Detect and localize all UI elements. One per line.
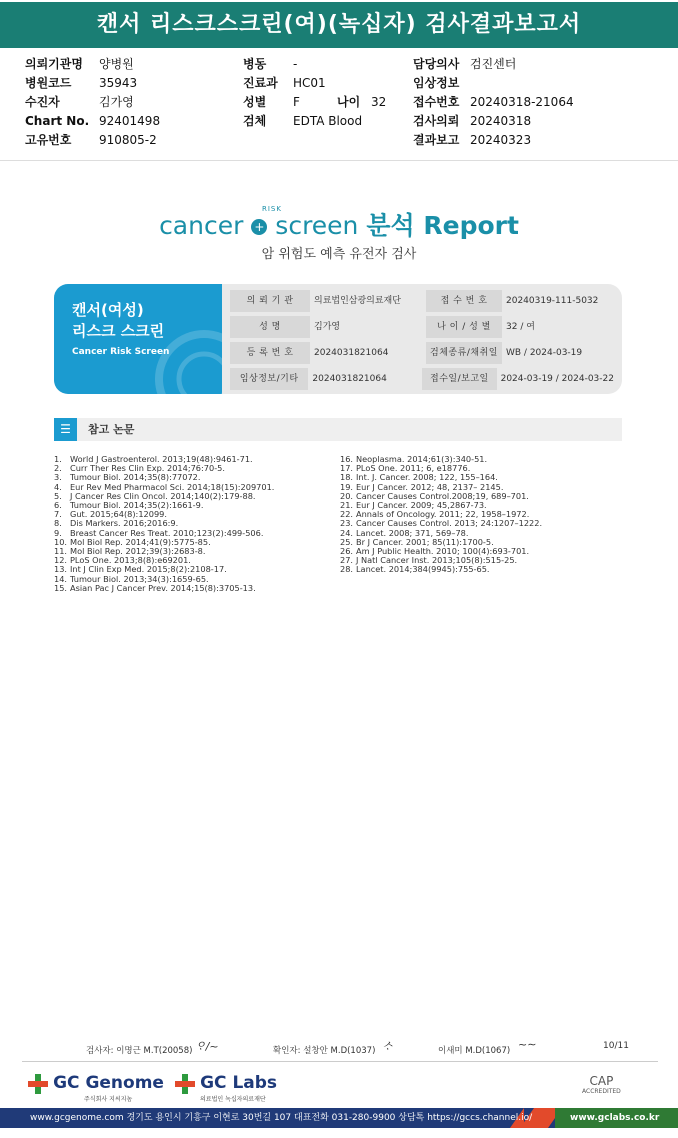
reference-text: J Cancer Res Clin Oncol. 2014;140(2):179-88. — [70, 490, 256, 501]
reference-number: 26. — [340, 546, 354, 557]
reference-number: 11. — [54, 546, 68, 557]
info-card-table — [230, 290, 614, 390]
reference-number: 4. — [54, 481, 62, 492]
info-value: 32 / 여 — [506, 322, 535, 332]
reference-text: Tumour Biol. 2014;35(8):77072. — [70, 472, 201, 483]
field-value: 김가영 — [99, 95, 134, 109]
info-row — [230, 342, 614, 364]
field-value: 검진센터 — [470, 57, 517, 71]
field-value: F — [293, 95, 300, 109]
field-value: HC01 — [293, 76, 326, 90]
footer-divider — [22, 1061, 658, 1062]
field-label: 검사의뢰 — [413, 114, 460, 128]
banner-decoration-icon — [54, 284, 222, 394]
references-col-2 — [340, 455, 542, 575]
info-value: 2024031821064 — [314, 348, 389, 358]
header-divider — [0, 160, 678, 161]
reference-text: Eur J Cancer. 2012; 48, 2137– 2145. — [356, 481, 504, 492]
field-label: 의뢰기관명 — [25, 57, 83, 71]
reference-text: Cancer Causes Control. 2013; 24:1207–1222. — [356, 518, 543, 529]
reference-text: Lancet. 2008; 371, 569–78. — [356, 527, 469, 538]
field-value: 20240318-21064 — [470, 95, 574, 109]
gc-genome-logo — [28, 1073, 164, 1103]
reference-text: Mol Biol Rep. 2012;39(3):2683-8. — [70, 546, 206, 557]
field-label: Chart No. — [25, 114, 90, 128]
info-key: 나 이 / 성 별 — [426, 316, 502, 338]
info-value: 의료법인삼광의료재단 — [314, 296, 401, 306]
logo-screen: screen — [275, 211, 359, 240]
page-subtitle: 암 위험도 예측 유전자 검사 — [261, 247, 417, 262]
reference-number: 27. — [340, 555, 354, 566]
cancer-screen-logo — [0, 206, 678, 242]
reference-text: J Natl Cancer Inst. 2013;105(8):515-25. — [356, 555, 518, 566]
field-label: 진료과 — [243, 76, 278, 90]
reference-number: 7. — [54, 509, 62, 520]
reference-text: Lancet. 2014;384(9945):755-65. — [356, 564, 490, 575]
field-value: - — [293, 57, 298, 71]
header-right — [413, 55, 574, 150]
reference-number: 23. — [340, 518, 354, 529]
reference-item — [340, 565, 542, 574]
reference-number: 15. — [54, 582, 68, 593]
field-label: 성별 — [243, 95, 267, 109]
reference-number: 5. — [54, 490, 62, 501]
info-card-banner — [54, 284, 222, 394]
reference-number: 12. — [54, 555, 68, 566]
reference-number: 24. — [340, 527, 354, 538]
reference-text: PLoS One. 2011; 6, e18776. — [356, 463, 471, 474]
reference-number: 8. — [54, 518, 62, 529]
report-title: 캔서 리스크스크린(여)(녹십자) 검사결과보고서 — [0, 2, 678, 48]
reference-number: 28. — [340, 564, 354, 575]
brand-gc-genome: GC Genome — [53, 1073, 164, 1093]
cap-accredited-logo — [582, 1074, 621, 1095]
tester-signature: 검사자: 이명근 M.T(20058) — [86, 1046, 193, 1056]
gc-cross-icon — [175, 1074, 195, 1094]
banner-title-en: Cancer Risk Screen — [72, 347, 170, 357]
cap-sub-text: ACCREDITED — [582, 1088, 621, 1095]
reference-number: 10. — [54, 536, 68, 547]
info-key: 접수일/보고일 — [422, 368, 496, 390]
logo-report: 분석 Report — [366, 211, 519, 240]
reference-number: 16. — [340, 454, 354, 464]
reference-text: Asian Pac J Cancer Prev. 2014;15(8):3705-13. — [70, 582, 256, 593]
reference-text: Dis Markers. 2016;2016:9. — [70, 518, 179, 529]
reference-text: Am J Public Health. 2010; 100(4):693-701. — [356, 546, 530, 557]
field-label: 병동 — [243, 57, 267, 71]
info-key: 성 명 — [230, 316, 310, 338]
info-key: 등 록 번 호 — [230, 342, 310, 364]
field-label: 검체 — [243, 114, 267, 128]
reference-number: 6. — [54, 500, 62, 511]
reference-number: 19. — [340, 481, 354, 492]
age-label: 나이 — [337, 95, 361, 109]
field-value: 20240323 — [470, 133, 532, 147]
reference-text: Tumour Biol. 2013;34(3):1659-65. — [70, 573, 209, 584]
reference-text: Eur Rev Med Pharmacol Sci. 2014;18(15):209701. — [70, 481, 275, 492]
reference-number: 14. — [54, 573, 68, 584]
reference-text: Annals of Oncology. 2011; 22, 1958–1972. — [356, 509, 530, 520]
confirmer2-signature: 이새미 M.D(1067) — [438, 1046, 511, 1056]
reference-number: 21. — [340, 500, 354, 511]
reference-text: Br J Cancer. 2001; 85(11):1700-5. — [356, 536, 494, 547]
field-label: 결과보고 — [413, 133, 460, 147]
reference-text: Curr Ther Res Clin Exp. 2014;76:70-5. — [70, 463, 225, 474]
info-key: 임상정보/기타 — [230, 368, 308, 390]
brand-gc-genome-sub: 주식회사 지씨지놈 — [84, 1095, 133, 1103]
reference-text: Gut. 2015;64(8):12099. — [70, 509, 167, 520]
header-left — [25, 55, 160, 150]
reference-text: World J Gastroenterol. 2013;19(48):9461-71. — [70, 454, 253, 464]
reference-number: 1. — [54, 454, 62, 464]
tester-handwritten-signature: ᄋᆞ/~ — [195, 1040, 219, 1053]
reference-text: Eur J Cancer. 2009; 45,2867-73. — [356, 500, 487, 511]
info-key: 검체종류/채취일 — [426, 342, 502, 364]
info-key: 의 뢰 기 관 — [230, 290, 310, 312]
reference-text: PLoS One. 2013;8(8):e69201. — [70, 555, 191, 566]
reference-text: Tumour Biol. 2014;35(2):1661-9. — [70, 500, 204, 511]
confirmer2-handwritten-signature: ~∼ — [518, 1038, 537, 1051]
confirmer-signature: 확인자: 설창안 M.D(1037) — [273, 1046, 376, 1056]
footer-website-link[interactable]: www.gclabs.co.kr — [570, 1113, 660, 1123]
field-value: 양병원 — [99, 57, 134, 71]
reference-number: 3. — [54, 472, 62, 483]
field-label: 담당의사 — [413, 57, 460, 71]
info-row — [230, 290, 614, 312]
reference-number: 9. — [54, 527, 62, 538]
references-header — [54, 418, 622, 441]
field-label: 고유번호 — [25, 133, 72, 147]
field-label: 임상정보 — [413, 76, 460, 90]
reference-text: Int. J. Cancer. 2008; 122, 155–164. — [356, 472, 498, 483]
logo-risk-text: RISK — [262, 205, 282, 213]
reference-text: Neoplasma. 2014;61(3):340-51. — [356, 454, 488, 464]
field-label: 병원코드 — [25, 76, 72, 90]
brand-gc-labs: GC Labs — [200, 1073, 278, 1093]
reference-text: Int J Clin Exp Med. 2015;8(2):2108-17. — [70, 564, 227, 575]
gc-cross-icon — [28, 1074, 48, 1094]
info-value: 20240319-111-5032 — [506, 296, 599, 306]
reference-item — [54, 584, 274, 593]
reference-text: Breast Cancer Res Treat. 2010;123(2):499-506. — [70, 527, 264, 538]
field-label: 수진자 — [25, 95, 60, 109]
footer-address: www.gcgenome.com 경기도 용인시 기흥구 이현로 30번길 107 대표전화 031-280-9900 상담톡 https://gccs.channel.io/ — [30, 1113, 533, 1123]
reference-number: 2. — [54, 463, 62, 474]
cap-text: CAP — [589, 1074, 614, 1088]
reference-number: 22. — [340, 509, 354, 520]
banner-title-2: 리스크 스크린 — [72, 322, 165, 340]
info-value: 2024-03-19 / 2024-03-22 — [500, 374, 614, 384]
field-value: 20240318 — [470, 114, 532, 128]
info-key: 접 수 번 호 — [426, 290, 502, 312]
banner-title-1: 캔서(여성) — [72, 301, 144, 319]
brand-gc-labs-sub: 의료법인 녹십자의료재단 — [200, 1095, 266, 1103]
references-title: 참고 논문 — [88, 423, 135, 436]
reference-text: Mol Biol Rep. 2014;41(9):5775-85. — [70, 536, 211, 547]
field-label: 접수번호 — [413, 95, 460, 109]
field-value: 35943 — [99, 76, 138, 90]
document-icon: ☰ — [54, 418, 77, 441]
logo-plus-icon: + — [251, 219, 267, 235]
references-col-1 — [54, 455, 274, 593]
header-mid — [243, 55, 386, 131]
reference-number: 17. — [340, 463, 354, 474]
field-value: 92401498 — [99, 114, 161, 128]
reference-number: 25. — [340, 536, 354, 547]
reference-number: 13. — [54, 564, 68, 575]
field-value: 910805-2 — [99, 133, 157, 147]
logo-cancer: cancer — [159, 211, 244, 240]
info-value: WB / 2024-03-19 — [506, 348, 583, 358]
page-number: 10/11 — [603, 1041, 629, 1051]
reference-text: Cancer Causes Control.2008;19, 689–701. — [356, 490, 529, 501]
info-value: 김가영 — [314, 322, 341, 332]
confirmer-handwritten-signature: ᄉᆞ — [382, 1040, 393, 1053]
info-row — [230, 316, 614, 338]
reference-number: 20. — [340, 490, 354, 501]
info-value: 2024031821064 — [312, 374, 387, 384]
field-value: EDTA Blood — [293, 114, 363, 128]
age-value: 32 — [371, 95, 387, 109]
info-row — [230, 368, 614, 390]
reference-number: 18. — [340, 472, 354, 483]
gc-labs-logo — [175, 1073, 277, 1103]
